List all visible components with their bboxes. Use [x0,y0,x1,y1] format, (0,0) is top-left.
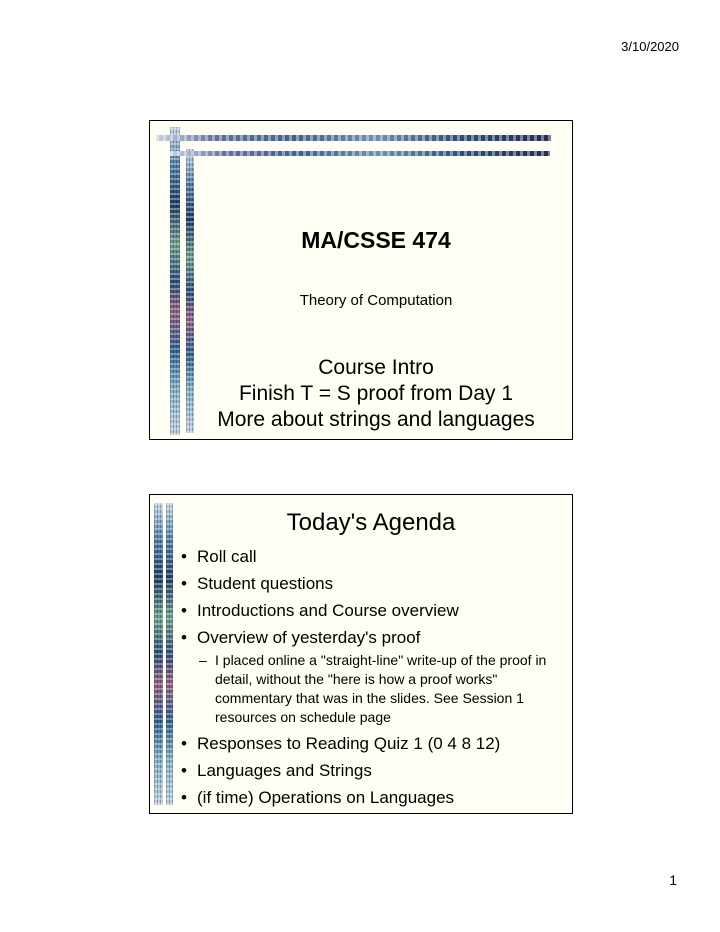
slide-body [150,355,572,433]
agenda-list [179,543,562,811]
body-line: Course Intro [318,356,434,379]
body-line: Finish T = S proof from Day 1 [238,382,514,405]
page-number: 1 [669,872,677,888]
slide-decoration-bar [156,135,551,141]
slide-subtitle: Theory of Computation [299,292,453,309]
slide-title: Today's Agenda [286,509,456,536]
slide-title: MA/CSSE 474 [301,227,451,253]
list-item: • Responses to Reading Quiz 1 (0 4 8 12) [179,730,562,757]
page-date: 3/10/2020 [621,39,679,54]
list-item: • Languages and Strings [179,757,562,784]
list-item: • (if time) Operations on Languages [179,784,562,811]
slide-decoration-bar [170,151,550,156]
list-item: • Student questions [179,570,562,597]
list-item: • Roll call [179,543,562,570]
agenda-slide [149,494,573,814]
slide-decoration-bar [154,503,163,805]
list-item: • Introductions and Course overview [179,597,562,624]
body-line: More about strings and languages [217,408,535,431]
sub-list-item: – I placed online a "straight-line" write-up of the proof in detail, without the "here is how a proof works" commentary that was in the slides. See Session 1 resources on schedule page [179,651,562,727]
slide-decoration-bar [166,503,173,805]
list-item: • Overview of yesterday's proof [179,624,562,651]
title-slide [149,120,573,440]
